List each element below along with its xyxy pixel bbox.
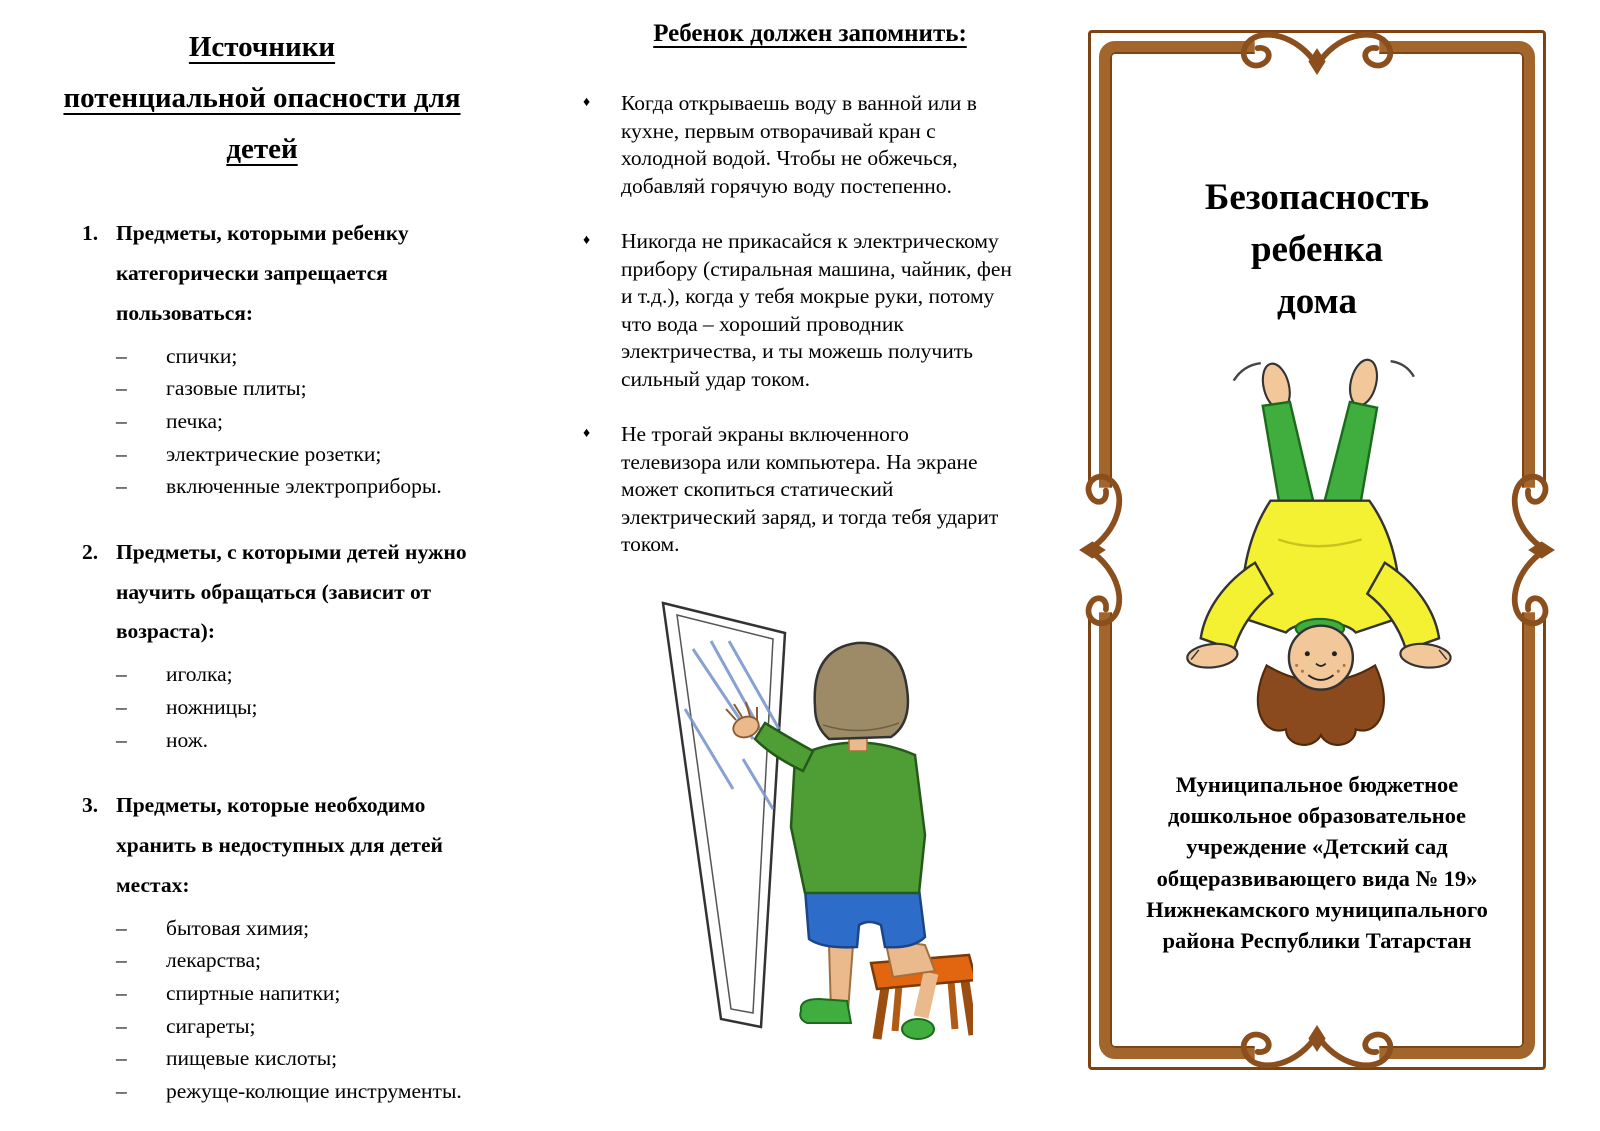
sub-item-text: лекарства; [166, 948, 262, 973]
item-number: 3. [82, 793, 99, 818]
sub-item-text: бытовая химия; [166, 915, 310, 940]
bullet-item [575, 228, 1045, 393]
sub-item-text: сигареты; [166, 1013, 256, 1038]
sub-list-2 [42, 658, 482, 756]
cover-title-line: ребенка [1250, 228, 1383, 270]
dash-marker: – [116, 915, 127, 940]
sub-item [42, 912, 482, 945]
cover-title-line: дома [1277, 280, 1357, 322]
bullet-text: Когда открываешь воду в ванной или в кухне, первым отворачивай кран с холодной водой. Чтобы не обжечься, добавляй горячую воду постепенно. [621, 91, 977, 198]
sub-item [42, 977, 482, 1010]
sub-item [42, 1075, 482, 1108]
institution-line: дошкольное образовательное [1167, 803, 1467, 829]
left-column [42, 22, 482, 1108]
sub-item [42, 724, 482, 757]
child-shirt [1243, 501, 1399, 633]
flourish-ornament-left [1068, 435, 1138, 665]
sub-item-text: режуще-колющие инструменты. [166, 1078, 462, 1103]
sub-item-text: включенные электроприборы. [166, 474, 442, 499]
headstand-child-illustration [1162, 345, 1472, 763]
sub-list-1 [42, 340, 482, 503]
dash-marker: – [116, 1046, 127, 1071]
child-at-window-illustration [633, 587, 973, 1042]
dash-marker: – [116, 1078, 127, 1103]
sub-item [42, 1010, 482, 1043]
dash-marker: – [116, 980, 127, 1005]
left-title-line: детей [226, 132, 298, 165]
sub-item-text: печка; [166, 408, 223, 433]
middle-column [575, 20, 1045, 1042]
dash-marker: – [116, 343, 127, 368]
sub-item [42, 372, 482, 405]
sub-item-text: нож. [166, 727, 208, 752]
left-title [42, 22, 482, 174]
cover-title-line: Безопасность [1204, 177, 1430, 218]
bullet-text: Никогда не прикасайся к электрическому прибору (стиральная машина, чайник, фен и т.д.), когда у тебя мокрые руки, потому что вода – хороший проводник электричества, и ты можешь получить сильный удар током. [621, 229, 1012, 391]
diamond-bullet-icon: ♦ [583, 426, 591, 442]
sub-item [42, 438, 482, 471]
sub-item [42, 944, 482, 977]
left-title-line: Источники [188, 31, 336, 63]
sub-item-text: ножницы; [166, 694, 258, 719]
dash-marker: – [116, 441, 127, 466]
cover-panel [1088, 30, 1546, 1070]
sub-list-3 [42, 912, 482, 1108]
item-number: 2. [82, 539, 99, 564]
diamond-bullet-icon: ♦ [583, 95, 591, 110]
dash-marker: – [116, 408, 127, 433]
item-heading: Предметы, которые необходимо хранить в недоступных для детей местах: [116, 793, 443, 897]
dash-marker: – [116, 376, 127, 401]
motion-lines [1234, 362, 1414, 381]
flourish-ornament-right [1496, 435, 1566, 665]
list-item-3 [42, 786, 482, 905]
dash-marker: – [116, 1013, 127, 1038]
sub-item [42, 1042, 482, 1075]
sub-item [42, 340, 482, 373]
institution-text [1118, 769, 1516, 955]
child-leg [800, 945, 853, 1023]
sub-item-text: спиртные напитки; [166, 980, 341, 1005]
middle-title: Ребенок должен запомнить: [653, 20, 967, 47]
sub-item-text: электрические розетки; [166, 441, 382, 466]
sub-item-text: спички; [166, 343, 238, 368]
institution-line: общеразвивающего вида № 19» [1156, 865, 1478, 891]
sub-item-text: иголка; [166, 662, 233, 687]
sub-item [42, 658, 482, 691]
item-number: 1. [82, 221, 99, 246]
sub-item-text: газовые плиты; [166, 376, 307, 401]
child-sweater [791, 742, 925, 893]
left-title-line: потенциальной опасности для [63, 81, 461, 114]
list-item-1 [42, 214, 482, 333]
child-legs [1263, 402, 1377, 509]
institution-line: учреждение «Детский сад [1186, 834, 1448, 860]
institution-line: района Республики Татарстан [1162, 927, 1472, 953]
cover-content [1118, 64, 1516, 1036]
dash-marker: – [116, 727, 127, 752]
item-heading: Предметы, с которыми детей нужно научить обращаться (зависит от возраста): [116, 539, 467, 644]
institution-line: Муниципальное бюджетное [1175, 772, 1459, 798]
sub-item [42, 405, 482, 438]
diamond-bullet-icon: ♦ [583, 233, 591, 249]
dash-marker: – [116, 948, 127, 973]
cover-title [1118, 172, 1516, 327]
flourish-ornament-bottom [1202, 1014, 1432, 1084]
bullet-text: Не трогай экраны включенного телевизора или компьютера. На экране может скопиться статический электрический заряд, и тогда тебя ударит током. [621, 422, 999, 557]
child-shorts [805, 889, 925, 947]
dash-marker: – [116, 662, 127, 687]
list-item-2 [42, 533, 482, 652]
dash-marker: – [116, 474, 127, 499]
flourish-ornament-top [1202, 16, 1432, 86]
sub-item-text: пищевые кислоты; [166, 1046, 338, 1071]
institution-line: Нижнекамского муниципального [1146, 896, 1488, 922]
bullet-item [575, 421, 1045, 559]
item-heading: Предметы, которыми ребенку категорически запрещается пользоваться: [116, 221, 409, 325]
dash-marker: – [116, 694, 127, 719]
sub-item [42, 470, 482, 503]
sub-item [42, 691, 482, 724]
bullet-item [575, 90, 1045, 200]
